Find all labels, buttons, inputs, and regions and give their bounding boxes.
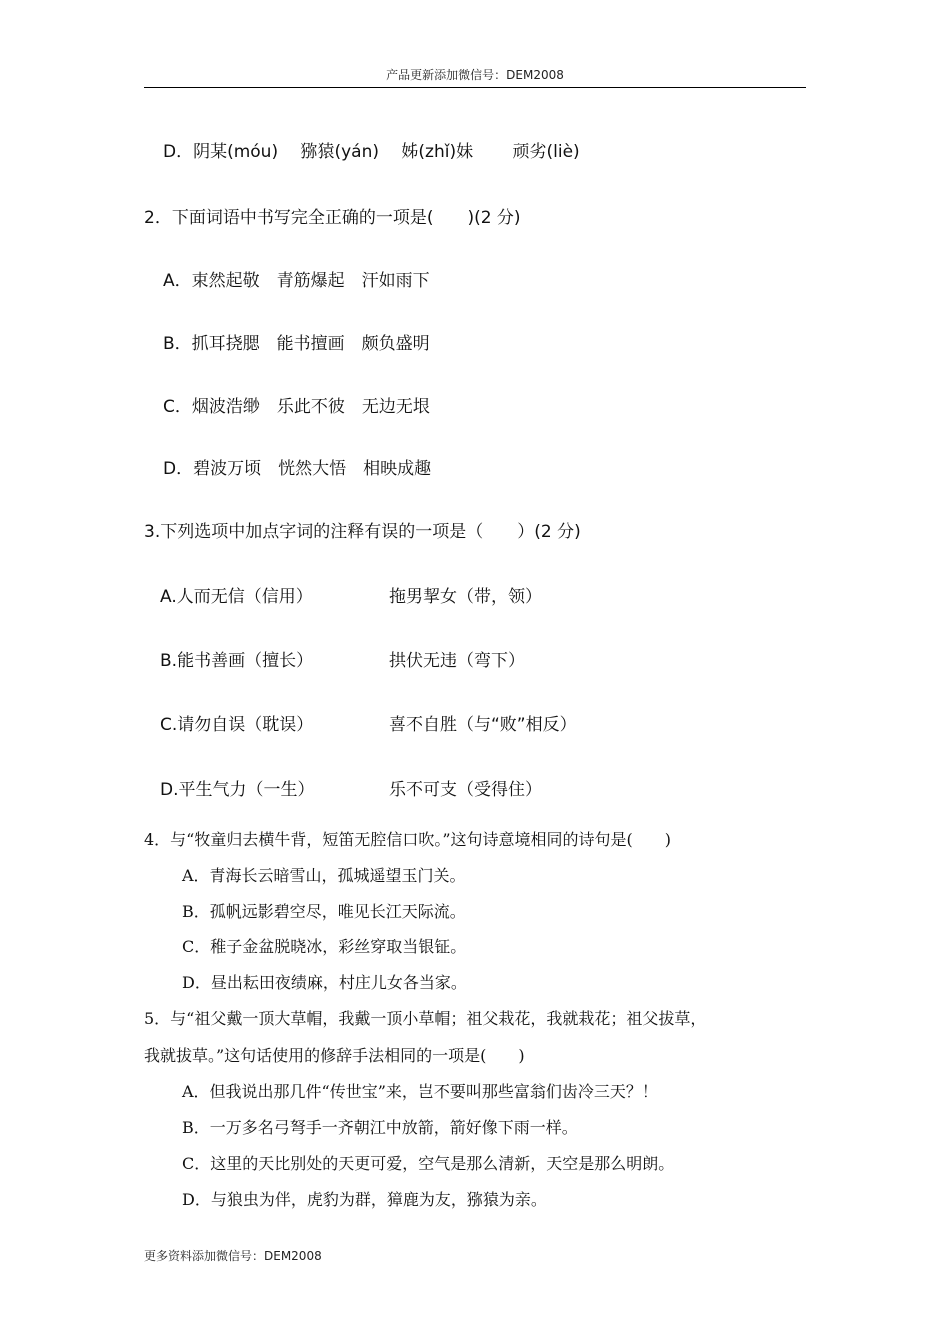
q3-option-d-left: D.平生气力（一生）: [160, 780, 315, 800]
q4-option-a: A．青海长云暗雪山，孤城遥望玉门关。: [182, 866, 466, 885]
q2-option-b: B．抓耳挠腮 能书擅画 颇负盛明: [163, 334, 430, 354]
q5-option-b: B．一万多名弓弩手一齐朝江中放箭，箭好像下雨一样。: [182, 1118, 578, 1137]
q3-option-c-right: 喜不自胜（与“败”相反）: [389, 715, 577, 735]
q3-option-b-right: 拱伏无违（弯下）: [389, 651, 525, 671]
q3-option-b-left: B.能书善画（擅长）: [160, 651, 314, 671]
q3-stem: 3.下列选项中加点字词的注释有误的一项是（ ）(2 分): [144, 522, 581, 542]
q5-option-c: C．这里的天比别处的天更可爱，空气是那么清新，天空是那么明朗。: [182, 1154, 675, 1173]
q3-option-a-left: A.人而无信（信用）: [160, 587, 313, 607]
q5-stem-line2: 我就拔草。”这句话使用的修辞手法相同的一项是( ): [144, 1046, 525, 1065]
q3-option-c-left: C.请勿自误（耽误）: [160, 715, 314, 735]
q5-option-d: D．与狼虫为伴，虎豹为群，獐鹿为友，猕猿为亲。: [182, 1190, 547, 1209]
q4-option-b: B．孤帆远影碧空尽，唯见长江天际流。: [182, 902, 466, 921]
q2-option-d: D．碧波万顷 恍然大悟 相映成趣: [163, 459, 432, 479]
q5-option-a: A．但我说出那几件“传世宝”来，岂不要叫那些富翁们齿冷三天？！: [182, 1082, 658, 1101]
q4-option-c: C．稚子金盆脱晓冰，彩丝穿取当银钲。: [182, 937, 467, 956]
q2-option-a: A．束然起敬 青筋爆起 汗如雨下: [163, 271, 430, 291]
header-divider: [144, 87, 806, 88]
q1-option-d: D．阴某(móu) 猕猿(yán) 姊(zhǐ)妹 顽劣(liè): [163, 142, 580, 162]
q2-stem: 2．下面词语中书写完全正确的一项是( )(2 分): [144, 208, 521, 228]
q3-option-a-right: 拖男挈女（带，领）: [389, 587, 542, 607]
q2-option-c: C．烟波浩缈 乐此不彼 无边无垠: [163, 397, 430, 417]
q5-stem-line1: 5．与“祖父戴一顶大草帽，我戴一顶小草帽；祖父栽花，我就栽花；祖父拔草，: [144, 1009, 707, 1028]
page-header: 产品更新添加微信号：DEM2008: [386, 68, 564, 82]
q3-option-d-right: 乐不可支（受得住）: [389, 780, 542, 800]
page-footer: 更多资料添加微信号：DEM2008: [144, 1249, 322, 1263]
q4-stem: 4．与“牧童归去横牛背，短笛无腔信口吹。”这句诗意境相同的诗句是( ): [144, 830, 672, 849]
q4-option-d: D．昼出耘田夜绩麻，村庄儿女各当家。: [182, 973, 467, 992]
